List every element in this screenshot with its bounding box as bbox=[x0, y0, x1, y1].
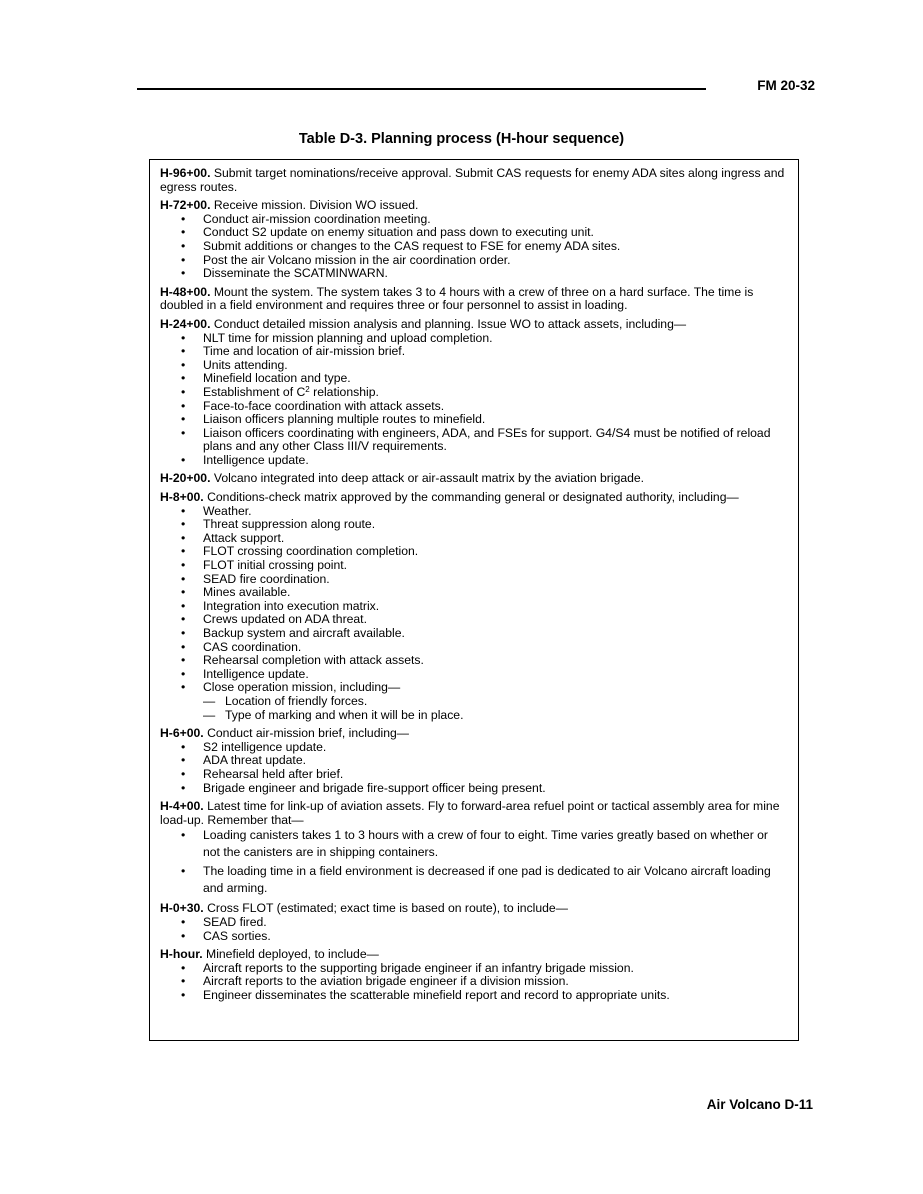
list-item: • Engineer disseminates the scatterable minefield report and record to appropriate units. bbox=[160, 989, 788, 1003]
entry-h-24 bbox=[160, 318, 788, 468]
list-item: • Intelligence update. bbox=[160, 454, 788, 468]
list-item: • Conduct air-mission coordination meeting. bbox=[160, 213, 788, 227]
list-item: • S2 intelligence update. bbox=[160, 741, 788, 755]
list-item: • Intelligence update. bbox=[160, 668, 788, 682]
list-item: • ADA threat update. bbox=[160, 754, 788, 768]
entry-list bbox=[160, 213, 788, 281]
list-item: • Brigade engineer and brigade fire-support officer being present. bbox=[160, 782, 788, 796]
list-item-text-tail: relationship. bbox=[309, 384, 379, 399]
entry-code: H-96+00. bbox=[160, 166, 211, 180]
entry-description: Conduct air-mission brief, including— bbox=[203, 726, 409, 741]
entry-h-96 bbox=[160, 167, 788, 194]
entry-code: H-hour. bbox=[160, 947, 203, 962]
entry-list bbox=[160, 505, 788, 723]
document-id: FM 20-32 bbox=[757, 78, 815, 93]
list-item-text: Establishment of C bbox=[203, 384, 306, 399]
list-item: • Submit additions or changes to the CAS request to FSE for enemy ADA sites. bbox=[160, 240, 788, 254]
list-item: • Crews updated on ADA threat. bbox=[160, 613, 788, 627]
entry-code: H-6+00. bbox=[160, 726, 204, 741]
list-item: • Threat suppression along route. bbox=[160, 518, 788, 532]
sub-list-item: — Type of marking and when it will be in place. bbox=[160, 709, 788, 723]
list-item: • CAS sorties. bbox=[160, 930, 788, 944]
sub-list-item: — Location of friendly forces. bbox=[160, 695, 788, 709]
entry-h-8 bbox=[160, 491, 788, 722]
list-item: • Rehearsal held after brief. bbox=[160, 768, 788, 782]
list-item: • Time and location of air-mission brief. bbox=[160, 345, 788, 359]
list-item: • The loading time in a field environment is decreased if one pad is dedicated to air Volcano aircraft loading and arming. bbox=[160, 863, 788, 897]
entry-text bbox=[160, 727, 788, 741]
entry-code: H-72+00. bbox=[160, 198, 211, 213]
list-item: • NLT time for mission planning and upload completion. bbox=[160, 332, 788, 346]
list-item: • Disseminate the SCATMINWARN. bbox=[160, 267, 788, 281]
entry-h-20 bbox=[160, 472, 788, 486]
entry-text bbox=[160, 318, 788, 332]
entry-description: Latest time for link-up of aviation assets. Fly to forward-area refuel point or tactical assembly area for mine load-up. Remember that— bbox=[160, 799, 780, 827]
list-item: • SEAD fired. bbox=[160, 916, 788, 930]
entry-description: Volcano integrated into deep attack or air-assault matrix by the aviation brigade. bbox=[210, 471, 645, 486]
entry-description: Conduct detailed mission analysis and planning. Issue WO to attack assets, including— bbox=[210, 316, 687, 331]
list-item: • Post the air Volcano mission in the air coordination order. bbox=[160, 254, 788, 268]
list-item: • SEAD fire coordination. bbox=[160, 573, 788, 587]
entry-description: Cross FLOT (estimated; exact time is based on route), to include— bbox=[203, 901, 568, 916]
entry-code: H-48+00. bbox=[160, 284, 211, 299]
superscript-2: 2 bbox=[305, 384, 310, 394]
entry-text bbox=[160, 472, 788, 486]
entry-list bbox=[160, 741, 788, 795]
list-item bbox=[160, 386, 788, 400]
entry-list bbox=[160, 827, 788, 897]
entry-text bbox=[160, 948, 788, 962]
entry-description: Conditions-check matrix approved by the commanding general or designated authority, including— bbox=[203, 490, 739, 505]
table-title: Table D-3. Planning process (H-hour sequence) bbox=[298, 131, 625, 147]
entry-code: H-24+00. bbox=[160, 316, 211, 331]
entry-description: Submit target nominations/receive approval. Submit CAS requests for enemy ADA sites along ingress and egress routes. bbox=[160, 166, 785, 194]
entry-code: H-4+00. bbox=[160, 799, 204, 814]
list-item: • Close operation mission, including— bbox=[160, 681, 788, 695]
list-item: • Weather. bbox=[160, 505, 788, 519]
list-item: • Loading canisters takes 1 to 3 hours with a crew of four to eight. Time varies greatly based on whether or not the canisters are in shipping containers. bbox=[160, 827, 788, 861]
entry-h-0 bbox=[160, 902, 788, 943]
list-item: • Face-to-face coordination with attack assets. bbox=[160, 400, 788, 414]
entry-text bbox=[160, 902, 788, 916]
entry-code: H-20+00. bbox=[160, 471, 211, 486]
entry-description: Minefield deployed, to include— bbox=[202, 947, 379, 962]
entry-text bbox=[160, 286, 788, 313]
list-item: • Attack support. bbox=[160, 532, 788, 546]
list-item: • Backup system and aircraft available. bbox=[160, 627, 788, 641]
entry-list bbox=[160, 916, 788, 943]
list-item: • Units attending. bbox=[160, 359, 788, 373]
list-item: • Aircraft reports to the aviation brigade engineer if a division mission. bbox=[160, 975, 788, 989]
entry-list bbox=[160, 332, 788, 468]
entry-description: Mount the system. The system takes 3 to 4 hours with a crew of three on a hard surface. The time is doubled in a field environment and requires three or four personnel to assist in loading. bbox=[160, 284, 754, 313]
list-item: • Liaison officers coordinating with engineers, ADA, and FSEs for support. G4/S4 must be notified of reload plans and any other Class III/V requirements. bbox=[160, 427, 788, 454]
list-item: • FLOT crossing coordination completion. bbox=[160, 545, 788, 559]
planning-table bbox=[149, 159, 799, 1041]
entry-h-6 bbox=[160, 727, 788, 795]
entry-code: H-0+30. bbox=[160, 901, 204, 916]
list-item: • Liaison officers planning multiple routes to minefield. bbox=[160, 413, 788, 427]
entry-h-48 bbox=[160, 286, 788, 313]
entry-list bbox=[160, 962, 788, 1003]
page-footer: Air Volcano D-11 bbox=[706, 1097, 813, 1112]
list-item: • Rehearsal completion with attack assets. bbox=[160, 654, 788, 668]
list-item: • Integration into execution matrix. bbox=[160, 600, 788, 614]
entry-description: Receive mission. Division WO issued. bbox=[210, 198, 419, 213]
entry-h-4 bbox=[160, 800, 788, 897]
list-item: • Conduct S2 update on enemy situation and pass down to executing unit. bbox=[160, 226, 788, 240]
entry-code: H-8+00. bbox=[160, 490, 204, 505]
list-item: • Mines available. bbox=[160, 586, 788, 600]
entry-text bbox=[160, 800, 788, 827]
list-item: • CAS coordination. bbox=[160, 641, 788, 655]
list-item: • Aircraft reports to the supporting brigade engineer if an infantry brigade mission. bbox=[160, 962, 788, 976]
header-rule bbox=[137, 88, 706, 90]
list-item: • Minefield location and type. bbox=[160, 372, 788, 386]
entry-text bbox=[160, 491, 788, 505]
entry-text bbox=[160, 199, 788, 213]
entry-h-72 bbox=[160, 199, 788, 281]
entry-text bbox=[160, 167, 788, 194]
list-item: • FLOT initial crossing point. bbox=[160, 559, 788, 573]
entry-h-hour bbox=[160, 948, 788, 1002]
